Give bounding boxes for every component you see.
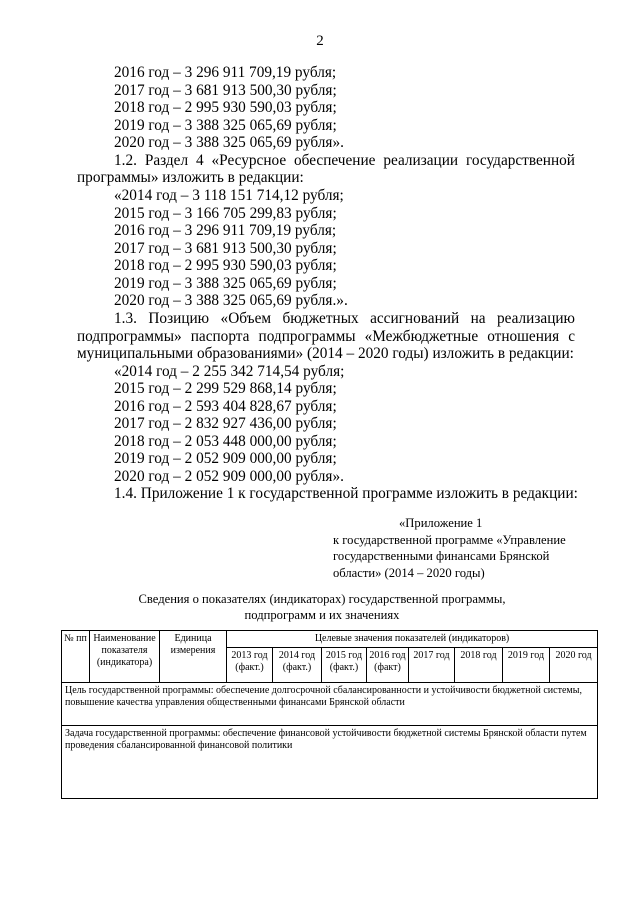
task-cell: Задача государственной программы: обеспечение финансовой устойчивости бюджетной системы Брянской области путем проведения сбалансированной финансовой политики <box>62 726 598 799</box>
list-line: 2018 год – 2 053 448 000,00 рубля; <box>114 433 337 450</box>
goal-cell: Цель государственной программы: обеспечение долгосрочной сбалансированности и устойчивости бюджетной системы, повышение качества управления общественными финансами Брянской области <box>62 683 598 726</box>
header-name: Наименование показателя (индикатора) <box>90 631 160 683</box>
header-unit: Единица измерения <box>160 631 227 683</box>
list-line: 2016 год – 2 593 404 828,67 рубля; <box>114 398 337 415</box>
page-number: 2 <box>316 33 324 49</box>
paragraph-1-3-line: 1.3. Позицию «Объем бюджетных ассигнований на реализацию <box>114 310 575 327</box>
list-line: 2017 год – 3 681 913 500,30 рубля; <box>114 82 337 99</box>
year-header: 2014 год (факт.) <box>273 648 322 683</box>
list-line: 2020 год – 3 388 325 065,69 рубля». <box>114 134 344 151</box>
list-line: 2019 год – 3 388 325 065,69 рубля; <box>114 275 337 292</box>
list-line: 2020 год – 2 052 909 000,00 рубля». <box>114 468 344 485</box>
paragraph-1-2-line: 1.2. Раздел 4 «Ресурсное обеспечение реализации государственной <box>114 152 575 169</box>
header-target: Целевые значения показателей (индикаторов) <box>227 631 598 648</box>
table-title-line: подпрограмм и их значениях <box>244 608 400 622</box>
paragraph-1-3-line: муниципальными образованиями» (2014 – 2020 годы) изложить в редакции: <box>77 345 574 362</box>
table-title-line: Сведения о показателях (индикаторах) государственной программы, <box>138 592 506 606</box>
year-header: 2013 год (факт.) <box>227 648 273 683</box>
year-header: 2015 год (факт.) <box>322 648 367 683</box>
list-line: 2016 год – 3 296 911 709,19 рубля; <box>114 64 337 81</box>
list-line: 2017 год – 3 681 913 500,30 рубля; <box>114 240 337 257</box>
list-line: «2014 год – 3 118 151 714,12 рубля; <box>114 187 344 204</box>
list-line: 2016 год – 3 296 911 709,19 рубля; <box>114 222 337 239</box>
appendix-header <box>333 515 583 581</box>
year-header: 2020 год <box>550 648 598 683</box>
list-line: 2017 год – 2 832 927 436,00 рубля; <box>114 415 337 432</box>
year-header: 2016 год (факт) <box>367 648 409 683</box>
list-line: «2014 год – 2 255 342 714,54 рубля; <box>114 363 345 380</box>
header-num: № пп <box>62 631 90 683</box>
list-line: 2019 год – 3 388 325 065,69 рубля; <box>114 117 337 134</box>
list-line: 2015 год – 2 299 529 868,14 рубля; <box>114 380 337 397</box>
list-line: 2018 год – 2 995 930 590,03 рубля; <box>114 99 337 116</box>
list-line: 2015 год – 3 166 705 299,83 рубля; <box>114 205 337 222</box>
list-line: 2020 год – 3 388 325 065,69 рубля.». <box>114 292 348 309</box>
appendix-line: государственными финансами Брянской <box>333 549 550 563</box>
list-line: 2018 год – 2 995 930 590,03 рубля; <box>114 257 337 274</box>
appendix-line: «Приложение 1 <box>399 516 483 530</box>
paragraph-1-4: 1.4. Приложение 1 к государственной программе изложить в редакции: <box>114 485 578 502</box>
indicators-table <box>61 630 598 799</box>
appendix-line: к государственной программе «Управление <box>333 532 566 547</box>
table-row <box>62 683 598 726</box>
year-header: 2017 год <box>409 648 455 683</box>
year-header: 2019 год <box>503 648 550 683</box>
paragraph-1-3-line: подпрограммы» паспорта подпрограммы «Межбюджетные отношения с <box>77 328 575 345</box>
table-header-row <box>62 631 598 648</box>
year-header: 2018 год <box>455 648 503 683</box>
paragraph-1-2-line: программы» изложить в редакции: <box>77 169 304 186</box>
appendix-line: области» (2014 – 2020 годы) <box>333 565 485 580</box>
list-line: 2019 год – 2 052 909 000,00 рубля; <box>114 450 337 467</box>
table-row <box>62 726 598 799</box>
